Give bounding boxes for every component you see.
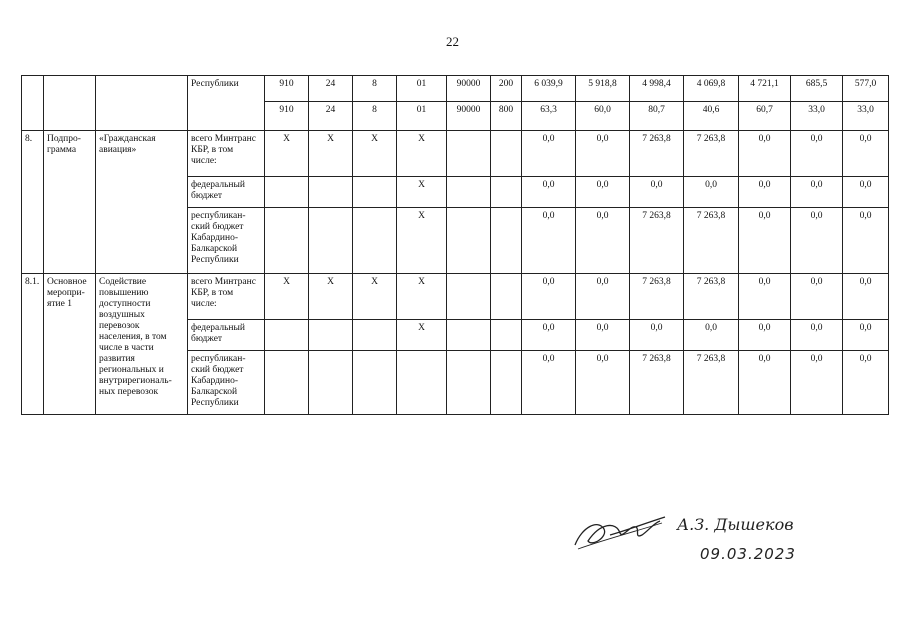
table-cell: 0,0 bbox=[739, 208, 791, 274]
table-cell: 0,0 bbox=[576, 208, 630, 274]
table-cell: 0,0 bbox=[576, 351, 630, 415]
table-cell: 0,0 bbox=[684, 320, 739, 351]
table-cell: 90000 bbox=[447, 76, 491, 102]
table-cell: 24 bbox=[309, 76, 353, 102]
table-cell: 0,0 bbox=[843, 320, 889, 351]
table-cell: федеральный бюджет bbox=[188, 320, 265, 351]
table-cell bbox=[353, 177, 397, 208]
table-cell: 7 263,8 bbox=[684, 274, 739, 320]
table-cell: 0,0 bbox=[522, 320, 576, 351]
table-cell: 0,0 bbox=[791, 177, 843, 208]
table-cell bbox=[265, 177, 309, 208]
table-cell: 0,0 bbox=[576, 131, 630, 177]
table-cell: 01 bbox=[397, 76, 447, 102]
table-cell bbox=[265, 320, 309, 351]
table-cell: 4 998,4 bbox=[630, 76, 684, 102]
table-cell: Х bbox=[309, 274, 353, 320]
table-cell bbox=[447, 274, 491, 320]
table-cell: Х bbox=[397, 320, 447, 351]
table-cell: 0,0 bbox=[843, 131, 889, 177]
table-cell: 4 721,1 bbox=[739, 76, 791, 102]
table-cell: 8 bbox=[353, 102, 397, 131]
table-cell: республикан-ский бюджет Кабардино-Балкарской Республики bbox=[188, 208, 265, 274]
table-cell: 0,0 bbox=[630, 177, 684, 208]
row-number: 8.1. bbox=[22, 274, 44, 415]
table-cell: 910 bbox=[265, 76, 309, 102]
table-cell bbox=[447, 320, 491, 351]
table-cell: 7 263,8 bbox=[630, 351, 684, 415]
table-cell: 0,0 bbox=[522, 177, 576, 208]
table-cell bbox=[353, 320, 397, 351]
table-cell: 800 bbox=[491, 102, 522, 131]
table-cell: 0,0 bbox=[791, 131, 843, 177]
table-cell: 0,0 bbox=[522, 274, 576, 320]
table-cell bbox=[265, 208, 309, 274]
table-cell bbox=[397, 351, 447, 415]
table-cell bbox=[491, 320, 522, 351]
table-cell: Х bbox=[309, 131, 353, 177]
table-cell: 4 069,8 bbox=[684, 76, 739, 102]
table-cell: Х bbox=[397, 274, 447, 320]
table-cell: 200 bbox=[491, 76, 522, 102]
table-cell: Х bbox=[353, 274, 397, 320]
table-cell: 0,0 bbox=[684, 177, 739, 208]
table-cell bbox=[491, 177, 522, 208]
table-cell bbox=[353, 208, 397, 274]
table-cell: 0,0 bbox=[791, 274, 843, 320]
budget-table bbox=[21, 75, 889, 415]
table-cell bbox=[491, 351, 522, 415]
table-cell: 0,0 bbox=[843, 351, 889, 415]
table-cell: 60,7 bbox=[739, 102, 791, 131]
table-cell bbox=[96, 76, 188, 131]
table-cell bbox=[309, 320, 353, 351]
table-cell bbox=[447, 177, 491, 208]
table-cell: Х bbox=[397, 177, 447, 208]
table-cell: 0,0 bbox=[522, 208, 576, 274]
table-cell: республикан-ский бюджет Кабардино-Балкарской Республики bbox=[188, 351, 265, 415]
table-cell: всего Минтранс КБР, в том числе: bbox=[188, 131, 265, 177]
table-cell: Республики bbox=[188, 76, 265, 131]
table-cell: Х bbox=[265, 274, 309, 320]
table-cell bbox=[353, 351, 397, 415]
table-cell: 0,0 bbox=[739, 177, 791, 208]
table-cell bbox=[309, 177, 353, 208]
table-cell: 7 263,8 bbox=[684, 208, 739, 274]
table-cell: 63,3 bbox=[522, 102, 576, 131]
table-cell: 7 263,8 bbox=[630, 274, 684, 320]
row-number: 8. bbox=[22, 131, 44, 274]
table-cell bbox=[22, 76, 44, 131]
table-cell: 0,0 bbox=[791, 351, 843, 415]
table-cell: 577,0 bbox=[843, 76, 889, 102]
row-title: Содействие повышению доступности воздушных перевозок населения, в том числе в части развития региональных и внутрирегиональ-ных перевозок bbox=[96, 274, 188, 415]
table-cell bbox=[44, 76, 96, 131]
table-cell: 0,0 bbox=[576, 274, 630, 320]
table-cell: 0,0 bbox=[522, 131, 576, 177]
table-cell: 01 bbox=[397, 102, 447, 131]
table-cell: 60,0 bbox=[576, 102, 630, 131]
table-cell: всего Минтранс КБР, в том числе: bbox=[188, 274, 265, 320]
table-cell: 7 263,8 bbox=[684, 351, 739, 415]
table-cell: 33,0 bbox=[843, 102, 889, 131]
table-cell: 0,0 bbox=[791, 208, 843, 274]
table-cell: Х bbox=[265, 131, 309, 177]
table-cell: Х bbox=[353, 131, 397, 177]
table-cell: 7 263,8 bbox=[684, 131, 739, 177]
table-cell: 8 bbox=[353, 76, 397, 102]
signatory-name: А.З. Дышеков bbox=[677, 515, 794, 534]
row-type: Основное меропри-ятие 1 bbox=[44, 274, 96, 415]
table-cell: 0,0 bbox=[522, 351, 576, 415]
table-cell bbox=[265, 351, 309, 415]
table-cell: Х bbox=[397, 208, 447, 274]
table-cell bbox=[447, 208, 491, 274]
table-cell: 0,0 bbox=[576, 177, 630, 208]
table-cell: 0,0 bbox=[739, 351, 791, 415]
table-cell: 0,0 bbox=[843, 274, 889, 320]
table-cell: 0,0 bbox=[576, 320, 630, 351]
table-cell: Х bbox=[397, 131, 447, 177]
table-row bbox=[22, 274, 889, 320]
row-type: Подпро-грамма bbox=[44, 131, 96, 274]
table-cell: 6 039,9 bbox=[522, 76, 576, 102]
table-cell: 33,0 bbox=[791, 102, 843, 131]
table-cell: 685,5 bbox=[791, 76, 843, 102]
table-cell: 0,0 bbox=[739, 131, 791, 177]
page-number: 22 bbox=[446, 34, 459, 49]
table-cell: 90000 bbox=[447, 102, 491, 131]
table-cell: 0,0 bbox=[630, 320, 684, 351]
table-cell: федеральный бюджет bbox=[188, 177, 265, 208]
table-cell bbox=[447, 351, 491, 415]
table-cell: 7 263,8 bbox=[630, 131, 684, 177]
table-cell: 910 bbox=[265, 102, 309, 131]
table-cell: 0,0 bbox=[843, 177, 889, 208]
table-cell: 0,0 bbox=[739, 320, 791, 351]
table-cell bbox=[309, 208, 353, 274]
table-cell: 0,0 bbox=[843, 208, 889, 274]
table-row bbox=[22, 131, 889, 177]
table-cell: 24 bbox=[309, 102, 353, 131]
table-cell: 0,0 bbox=[791, 320, 843, 351]
signature-date: 09.03.2023 bbox=[700, 545, 796, 563]
table-cell: 7 263,8 bbox=[630, 208, 684, 274]
table-cell: 40,6 bbox=[684, 102, 739, 131]
table-cell bbox=[309, 351, 353, 415]
table-cell bbox=[491, 208, 522, 274]
table-cell: 5 918,8 bbox=[576, 76, 630, 102]
table-cell: 80,7 bbox=[630, 102, 684, 131]
table-cell: 0,0 bbox=[739, 274, 791, 320]
table-cell bbox=[447, 131, 491, 177]
table-cell bbox=[491, 274, 522, 320]
table-cell bbox=[491, 131, 522, 177]
table-row bbox=[22, 76, 889, 102]
row-title: «Гражданская авиация» bbox=[96, 131, 188, 274]
